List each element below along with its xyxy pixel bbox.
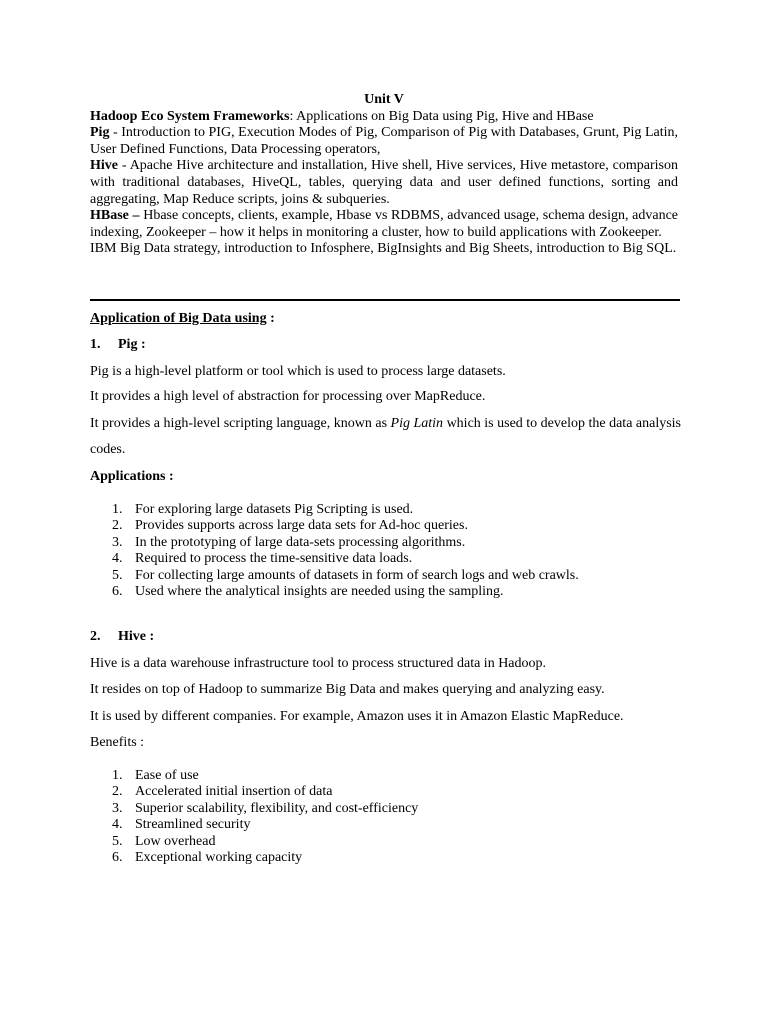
hive-section-heading: 2. Hive : <box>90 629 155 644</box>
list-item: 6. Exceptional working capacity <box>112 850 303 866</box>
syllabus-line-hbase: HBase – Hbase concepts, clients, example, Hbase vs RDBMS, advanced usage, schema design, advance indexing, Zookeeper – how it helps in monitoring a cluster, how to build applications with Zookeeper. <box>90 208 679 240</box>
syllabus-line-hive: Hive - Apache Hive architecture and installation, Hive shell, Hive services, Hive metastore, comparison with traditional databases, HiveQL, tables, querying data and user defined functions, sorting and aggregating, Map Reduce scripts, joins & subqueries. <box>90 158 678 207</box>
pig-paragraph-1: Pig is a high-level platform or tool which is used to process large datasets. <box>90 364 506 379</box>
syllabus-block <box>90 92 678 258</box>
pig-paragraph-2: It provides a high level of abstraction for processing over MapReduce. <box>90 389 486 404</box>
pig-section-heading: 1. Pig : <box>90 337 146 352</box>
list-item: 1. Ease of use <box>112 768 199 783</box>
pig-applications-list <box>112 502 579 600</box>
pig-paragraph-3-cont: codes. <box>90 442 126 457</box>
syllabus-line-pig: Pig - Introduction to PIG, Execution Modes of Pig, Comparison of Pig with Databases, Grunt, Pig Latin, User Defined Functions, Data Processing operators, <box>90 125 678 157</box>
pig-applications-label: Applications : <box>90 469 174 484</box>
hive-paragraph-1: Hive is a data warehouse infrastructure tool to process structured data in Hadoop. <box>90 656 547 671</box>
unit-title: Unit V <box>364 92 404 107</box>
hive-paragraph-2: It resides on top of Hadoop to summarize Big Data and makes querying and analyzing easy. <box>90 682 605 697</box>
hive-paragraph-3: It is used by different companies. For example, Amazon uses it in Amazon Elastic MapReduce. <box>90 709 624 724</box>
list-item: 5. Low overhead <box>112 833 216 849</box>
list-item: 2. Accelerated initial insertion of data <box>112 784 333 800</box>
syllabus-line-frameworks: Hadoop Eco System Frameworks: Applications on Big Data using Pig, Hive and HBase <box>90 108 594 124</box>
list-item: 3. Superior scalability, flexibility, and cost-efficiency <box>112 800 419 816</box>
list-item: 4. Streamlined security <box>112 817 251 833</box>
list-item: 4. Required to process the time-sensitive data loads. <box>112 551 413 567</box>
list-item: 1. For exploring large datasets Pig Scripting is used. <box>112 502 414 517</box>
hive-benefits-list <box>112 768 418 866</box>
hive-benefits-label: Benefits : <box>90 735 145 750</box>
list-item: 6. Used where the analytical insights are needed using the sampling. <box>112 584 504 600</box>
applications-heading: Application of Big Data using : <box>90 311 275 326</box>
list-item: 3. In the prototyping of large data-sets processing algorithms. <box>112 534 466 550</box>
syllabus-line-ibm: IBM Big Data strategy, introduction to Infosphere, BigInsights and Big Sheets, introduction to Big SQL. <box>90 241 677 257</box>
pig-paragraph-3: It provides a high-level scripting language, known as Pig Latin which is used to develop the data analysis <box>90 416 682 431</box>
list-item: 5. For collecting large amounts of datasets in form of search logs and web crawls. <box>112 567 579 583</box>
list-item: 2. Provides supports across large data sets for Ad-hoc queries. <box>112 518 468 534</box>
horizontal-divider <box>90 299 680 301</box>
